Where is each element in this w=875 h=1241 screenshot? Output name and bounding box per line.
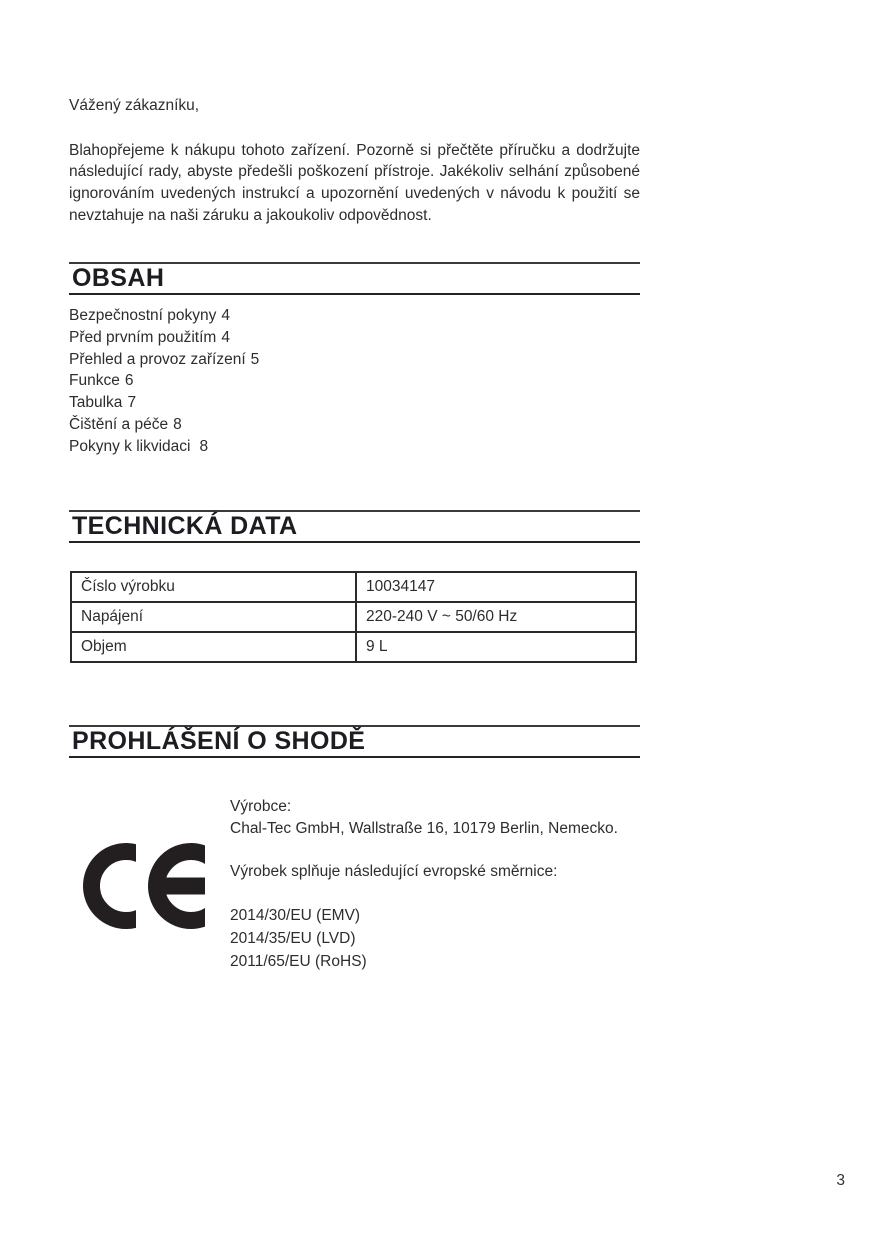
ce-mark-icon bbox=[83, 843, 205, 929]
table-row bbox=[71, 602, 636, 632]
toc-item-label: Funkce bbox=[69, 372, 120, 390]
toc-item-page: 8 bbox=[199, 437, 209, 455]
toc-item bbox=[69, 370, 640, 392]
table-row bbox=[71, 632, 636, 662]
toc-item bbox=[69, 305, 640, 327]
toc-item bbox=[69, 327, 640, 349]
technical-data-table bbox=[70, 571, 637, 663]
toc-item-label: Před prvním použitím bbox=[69, 328, 217, 346]
heading-rule-bottom bbox=[69, 541, 640, 543]
manufacturer-label: Výrobce: bbox=[230, 798, 292, 815]
toc-item-label: Tabulka bbox=[69, 394, 123, 412]
spec-value: 220-240 V ~ 50/60 Hz bbox=[356, 602, 636, 632]
toc-item-page: 4 bbox=[221, 307, 230, 324]
spec-label: Objem bbox=[71, 632, 356, 662]
toc-item-page: 7 bbox=[127, 394, 137, 412]
page-number: 3 bbox=[836, 1172, 845, 1189]
spec-value: 9 L bbox=[356, 632, 636, 662]
section-technical-heading bbox=[69, 510, 640, 543]
toc-item-label: Přehled a provoz zařízení bbox=[69, 350, 246, 368]
heading-rule-bottom bbox=[69, 293, 640, 295]
toc-item-page: 6 bbox=[124, 372, 134, 390]
toc-item-label: Bezpečnostní pokyny bbox=[69, 307, 217, 324]
toc-title: OBSAH bbox=[72, 264, 165, 292]
technical-title: TECHNICKÁ DATA bbox=[72, 512, 298, 540]
directives-list bbox=[230, 904, 650, 973]
toc-item-page: 8 bbox=[173, 415, 182, 433]
toc-item-page: 4 bbox=[221, 328, 230, 346]
spec-value: 10034147 bbox=[356, 572, 636, 602]
section-conformity-heading bbox=[69, 725, 640, 758]
spec-label: Napájení bbox=[71, 602, 356, 632]
directive-item: 2011/65/EU (RoHS) bbox=[230, 953, 367, 970]
toc-item-label: Čištění a péče bbox=[69, 415, 169, 433]
section-toc-heading bbox=[69, 262, 640, 295]
toc-item-page: 5 bbox=[250, 350, 260, 368]
toc-list bbox=[69, 305, 640, 458]
intro-paragraph: Blahopřejeme k nákupu tohoto zařízení. Pozorně si přečtěte příručku a dodržujte následující rady, abyste předešli poškození přístroje. Jakékoliv selhání způsobené ignorováním uvedených instrukcí a upozornění uvedených v návodu k použití se nevztahuje na naši záruku a jakoukoliv odpovědnost. bbox=[69, 141, 640, 224]
directive-item: 2014/35/EU (LVD) bbox=[230, 930, 356, 947]
toc-item bbox=[69, 414, 640, 436]
greeting-text: Vážený zákazníku, bbox=[69, 96, 200, 114]
toc-item bbox=[69, 349, 640, 371]
toc-item bbox=[69, 392, 640, 414]
toc-item bbox=[69, 436, 640, 458]
conformity-text-block bbox=[230, 796, 650, 973]
toc-item-label: Pokyny k likvidaci bbox=[69, 437, 191, 455]
manufacturer-address: Chal-Tec GmbH, Wallstraße 16, 10179 Berlin, Nemecko. bbox=[230, 820, 618, 837]
directives-intro: Výrobek splňuje následující evropské směrnice: bbox=[230, 863, 558, 880]
directive-item: 2014/30/EU (EMV) bbox=[230, 907, 361, 924]
spec-label: Číslo výrobku bbox=[71, 572, 356, 602]
conformity-title: PROHLÁŠENÍ O SHODĚ bbox=[72, 727, 366, 755]
heading-rule-bottom bbox=[69, 756, 640, 758]
table-row bbox=[71, 572, 636, 602]
